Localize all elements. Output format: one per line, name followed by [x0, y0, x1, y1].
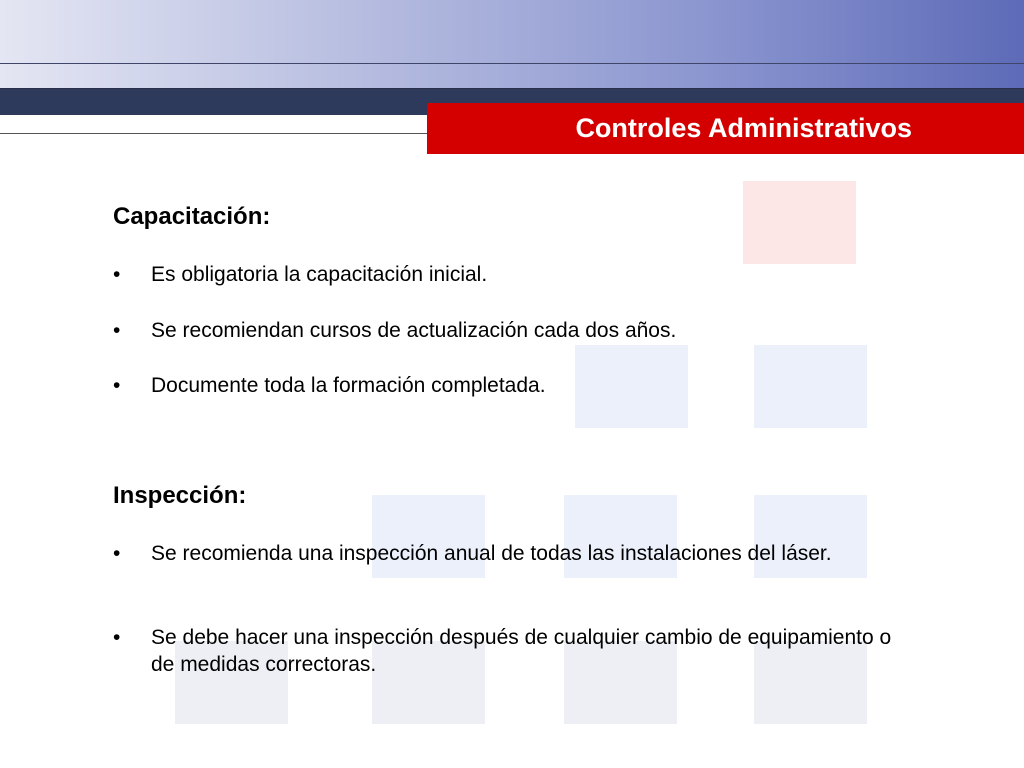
bullet-dot: •: [113, 374, 121, 397]
bullet-dot: •: [113, 319, 121, 342]
bullet-dot: •: [113, 263, 121, 286]
section-heading-capacitacion: Capacitación:: [113, 203, 271, 230]
decorative-square: [743, 181, 856, 264]
bullet-text: Se recomienda una inspección anual de todas las instalaciones del láser.: [151, 542, 832, 565]
bullet-text: Se recomiendan cursos de actualización cada dos años.: [151, 319, 677, 342]
bullet-dot: •: [113, 626, 121, 649]
slide-title: Controles Administrativos: [575, 113, 912, 143]
title-bar: [427, 103, 1024, 154]
header-gradient-band: [0, 0, 1024, 88]
header-underline: [0, 133, 430, 134]
section-heading-inspeccion: Inspección:: [113, 482, 247, 509]
bullet-text: Documente toda la formación completada.: [151, 374, 546, 397]
bullet-text: Es obligatoria la capacitación inicial.: [151, 263, 488, 286]
header-divider-line: [0, 63, 1024, 64]
bullet-dot: •: [113, 542, 121, 565]
bullet-text: Se debe hacer una inspección después de cualquier cambio de equipamiento o de medidas correctoras.: [151, 626, 892, 676]
